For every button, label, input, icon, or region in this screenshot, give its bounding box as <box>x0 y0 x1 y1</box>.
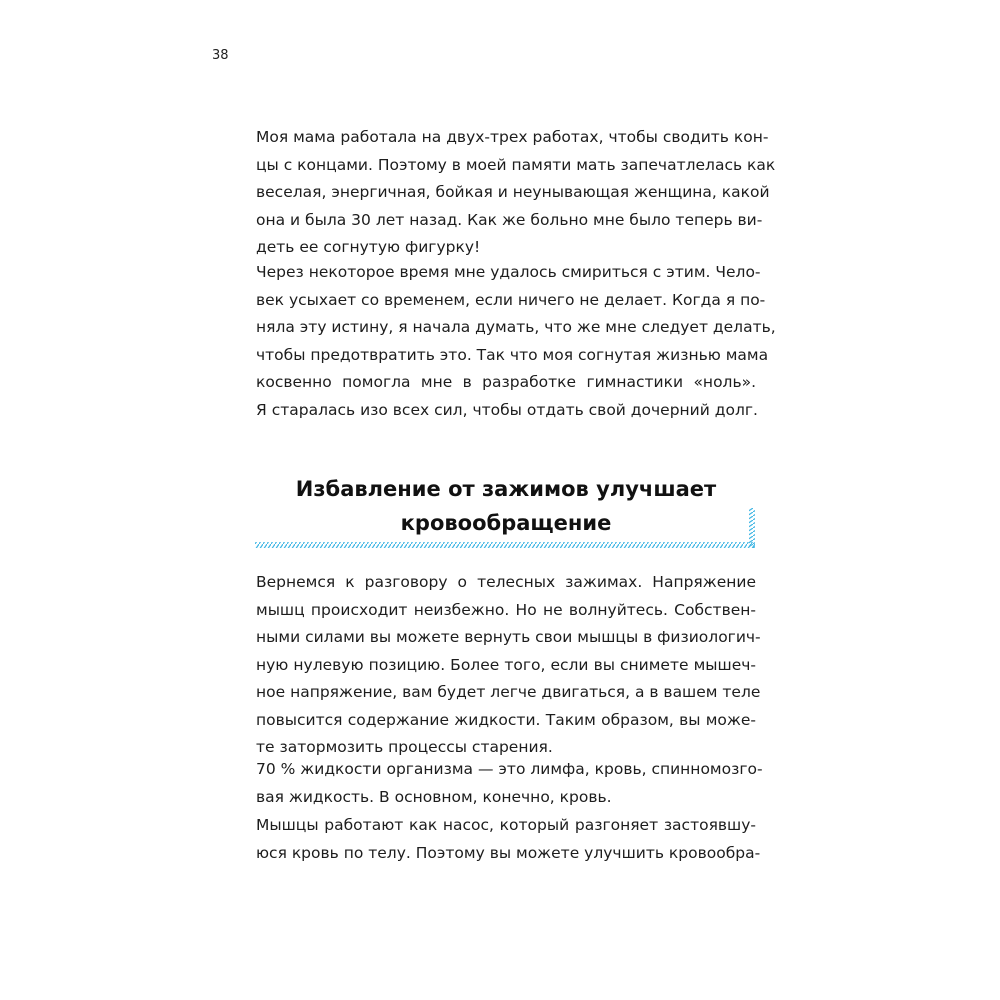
text-line: деть ее согнутую фигурку! <box>256 238 481 256</box>
text-line: 70 % жидкости организма — это лимфа, кровь, спинномозго- <box>256 760 763 778</box>
text-line: те затормозить процессы старения. <box>256 738 553 756</box>
text-line: век усыхает со временем, если ничего не делает. Когда я по- <box>256 290 766 309</box>
text-line: она и была 30 лет назад. Как же больно мне было теперь ви- <box>256 210 763 229</box>
text-line: няла эту истину, я начала думать, что же мне следует делать, <box>256 318 776 336</box>
text-line: Вернемся к разговору о телесных зажимах. Напряжение <box>256 573 756 591</box>
text-line: ными силами вы можете вернуть свои мышцы в физиологич- <box>256 628 761 646</box>
paragraph-4 <box>256 756 763 811</box>
text-line: цы с концами. Поэтому в моей памяти мать запечатлелась как <box>256 155 776 174</box>
text-line: Я старалась изо всех сил, чтобы отдать свой дочерний долг. <box>256 400 758 419</box>
paragraph-2 <box>256 259 776 424</box>
heading-line: кровообращение <box>400 511 612 535</box>
text-line: ное напряжение, вам будет легче двигаться, а в вашем теле <box>256 683 761 701</box>
paragraph-5 <box>256 812 761 867</box>
text-line: косвенно помогла мне в разработке гимнастики «ноль». <box>256 373 756 391</box>
text-line: мышц происходит неизбежно. Но не волнуйтесь. Собствен- <box>256 600 756 619</box>
page-number: 38 <box>212 48 229 63</box>
text-line: веселая, энергичная, бойкая и неунывающая женщина, какой <box>256 183 770 201</box>
heading-line: Избавление от зажимов улучшает <box>295 477 717 501</box>
text-line: чтобы предотвратить это. Так что моя согнутая жизнью мама <box>256 345 769 364</box>
text-line: ную нулевую позицию. Более того, если вы снимете мышеч- <box>256 655 756 674</box>
paragraph-1 <box>256 124 776 262</box>
text-line: Мышцы работают как насос, который разгоняет застоявшу- <box>256 816 756 834</box>
paragraph-3 <box>256 569 761 762</box>
heading-underline-decoration <box>255 508 757 550</box>
text-line: повысится содержание жидкости. Таким образом, вы може- <box>256 710 756 729</box>
text-line: юся кровь по телу. Поэтому вы можете улучшить кровообра- <box>256 843 761 862</box>
text-line: Моя мама работала на двух-трех работах, чтобы сводить кон- <box>256 128 769 146</box>
text-line: вая жидкость. В основном, конечно, кровь. <box>256 787 612 806</box>
text-line: Через некоторое время мне удалось смириться с этим. Чело- <box>256 263 761 281</box>
